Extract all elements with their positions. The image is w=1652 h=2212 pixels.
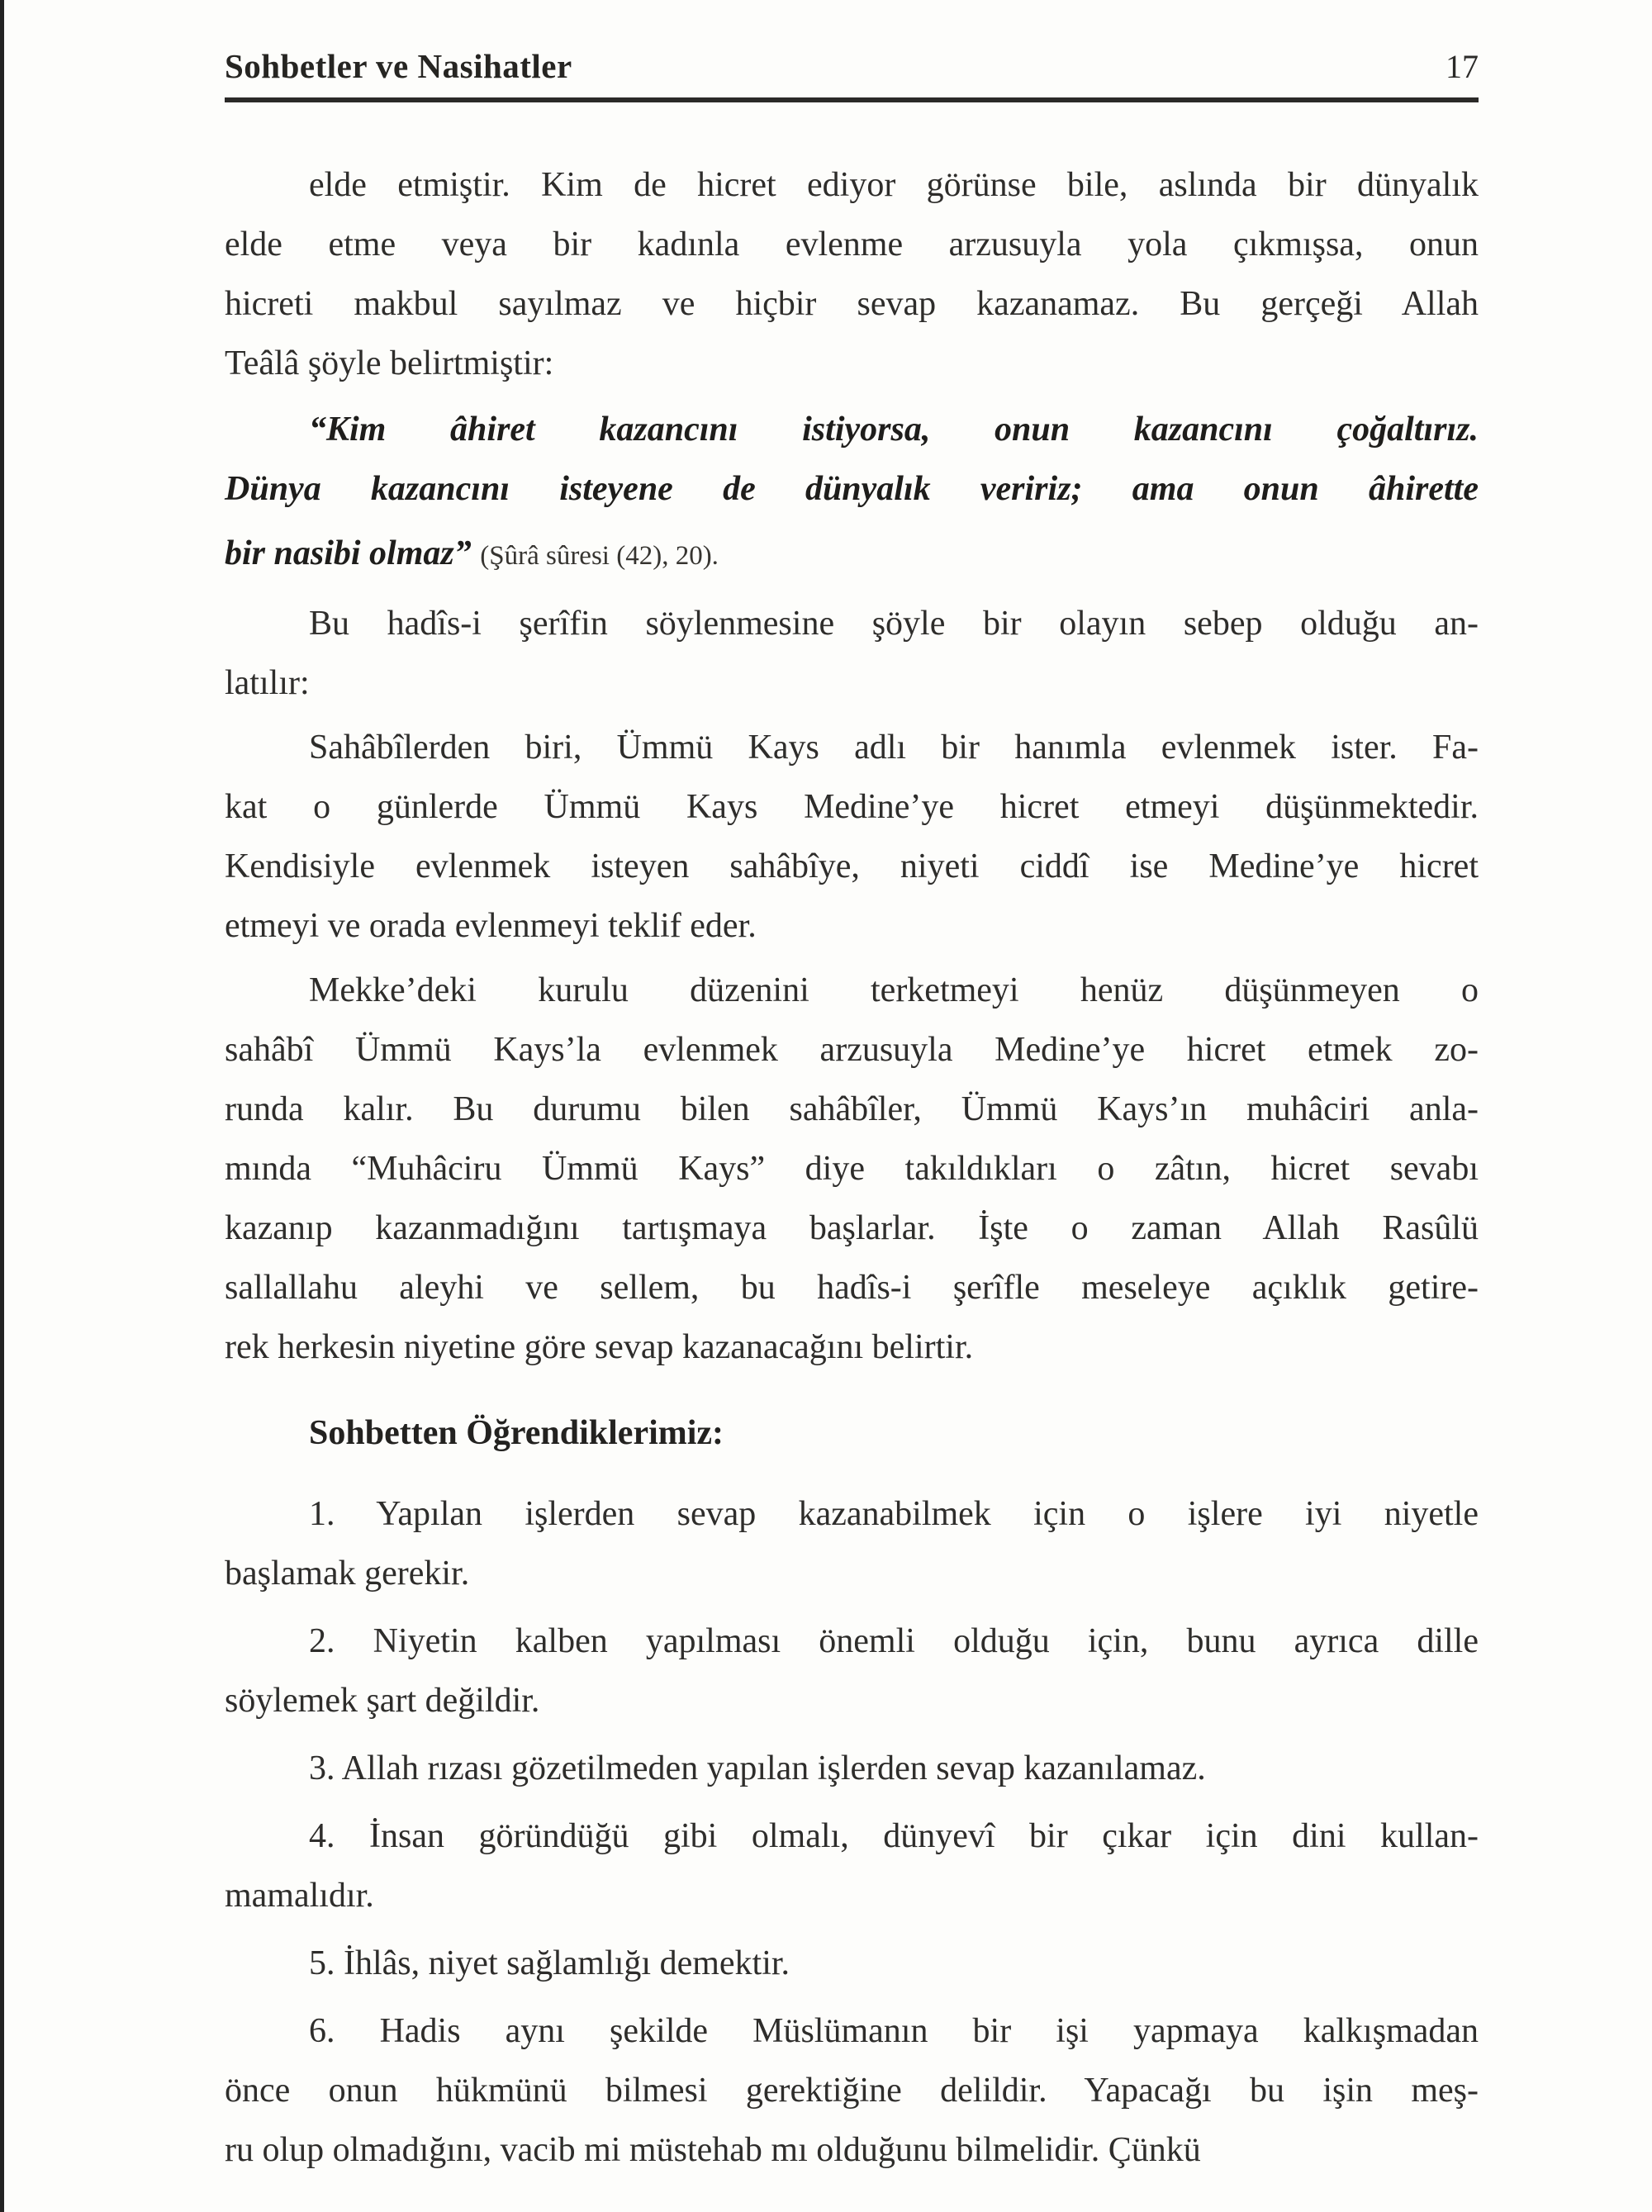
text-line: 4. İnsan göründüğü gibi olmalı, dünyevî bir çıkar için dini kullan- [309, 1817, 1479, 1855]
text-line: 5. İhlâs, niyet sağlamlığı demektir. [309, 1944, 790, 1982]
text-line: sallallahu aleyhi ve sellem, bu hadîs-i şerîfle meseleye açıklık getire- [225, 1269, 1479, 1307]
page-header [225, 46, 1479, 102]
running-header-title: Sohbetler ve Nasihatler [225, 47, 572, 85]
text-line: 3. Allah rızası gözetilmeden yapılan işlerden sevap kazanılamaz. [309, 1749, 1206, 1787]
text-line: önce onun hükmünü bilmesi gerektiğine delildir. Yapacağı bu işin meş- [225, 2072, 1479, 2110]
lesson-item-1 [225, 1484, 1479, 1603]
body-text [225, 155, 1479, 2180]
quote-bold-text: bir nasibi olmaz” [225, 534, 472, 572]
text-line: Bu hadîs-i şerîfin söylenmesine şöyle bir olayın sebep olduğu an- [309, 605, 1479, 643]
text-line: Teâlâ şöyle belirtmiştir: [225, 344, 554, 382]
text-line: elde etme veya bir kadınla evlenme arzusuyla yola çıkmışsa, onun [225, 225, 1479, 263]
scan-edge-line [0, 0, 4, 2212]
lesson-item-2 [225, 1612, 1479, 1730]
text-line: söylemek şart değildir. [225, 1682, 540, 1720]
text-line: latılır: [225, 664, 310, 702]
text-line: Dünya kazancını isteyene de dünyalık veririz; ama onun âhirette [225, 470, 1479, 508]
lesson-item-4 [225, 1806, 1479, 1925]
section-heading: Sohbetten Öğrendiklerimiz: [309, 1414, 724, 1452]
text-line: Mekke’deki kurulu düzenini terketmeyi henüz düşünmeyen o [309, 971, 1479, 1009]
text-line: etmeyi ve orada evlenmeyi teklif eder. [225, 907, 757, 945]
text-line: ru olup olmadığını, vacib mi müstehab mı olduğunu bilmelidir. Çünkü [225, 2131, 1201, 2169]
paragraph-sahabi-story [225, 718, 1479, 956]
text-line: 6. Hadis aynı şekilde Müslümanın bir işi yapmaya kalkışmadan [309, 2012, 1479, 2050]
text-line: kazanıp kazanmadığını tartışmaya başlarlar. İşte o zaman Allah Rasûlü [225, 1209, 1479, 1247]
paragraph-hadis-intro [225, 594, 1479, 713]
text-line: “Kim âhiret kazancını istiyorsa, onun kazancını çoğaltırız. [309, 411, 1479, 449]
text-line: Kendisiyle evlenmek isteyen sahâbîye, niyeti ciddî ise Medine’ye hicret [225, 847, 1479, 885]
quote-lines [225, 400, 1479, 519]
text-line: 1. Yapılan işlerden sevap kazanabilmek için o işlere iyi niyetle [309, 1495, 1479, 1533]
quote-citation: (Şûrâ sûresi (42), 20). [480, 541, 719, 571]
text-line: sahâbî Ümmü Kays’la evlenmek arzusuyla Medine’ye hicret etmek zo- [225, 1031, 1479, 1069]
text-line: hicreti makbul sayılmaz ve hiçbir sevap kazanamaz. Bu gerçeği Allah [225, 285, 1479, 323]
text-line: kat o günlerde Ümmü Kays Medine’ye hicret etmeyi düşünmektedir. [225, 788, 1479, 826]
quote-paragraph [225, 400, 1479, 586]
lesson-item-3 [225, 1739, 1479, 1798]
lesson-item-5 [225, 1934, 1479, 1993]
text-line: rek herkesin niyetine göre sevap kazanacağını belirtir. [225, 1328, 974, 1366]
text-line: Sahâbîlerden biri, Ümmü Kays adlı bir hanımla evlenmek ister. Fa- [309, 729, 1479, 767]
paragraph-mekke-story [225, 961, 1479, 1377]
text-line: mında “Muhâciru Ümmü Kays” diye takıldıkları o zâtın, hicret sevabı [225, 1150, 1479, 1188]
page-number: 17 [1446, 48, 1479, 85]
text-line: mamalıdır. [225, 1877, 374, 1915]
text-line: başlamak gerekir. [225, 1555, 470, 1593]
paragraph-intro [225, 155, 1479, 393]
text-line: elde etmiştir. Kim de hicret ediyor görünse bile, aslında bir dünyalık [309, 166, 1479, 204]
text-line: 2. Niyetin kalben yapılması önemli olduğu için, bunu ayrıca dille [309, 1622, 1479, 1660]
page-content [225, 46, 1479, 2188]
lesson-item-6 [225, 2001, 1479, 2180]
lessons-list [225, 1484, 1479, 2180]
quote-last-line [225, 524, 1479, 586]
text-line: runda kalır. Bu durumu bilen sahâbîler, Ümmü Kays’ın muhâciri anla- [225, 1090, 1479, 1128]
